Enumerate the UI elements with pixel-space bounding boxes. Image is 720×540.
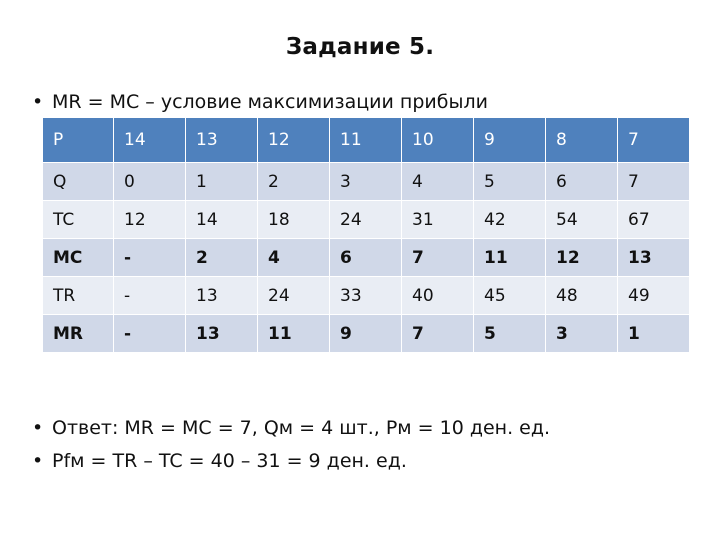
table-cell: 67 xyxy=(618,201,690,239)
table-cell: 12 xyxy=(114,201,186,239)
table-cell: 31 xyxy=(402,201,474,239)
bullet-glyph: • xyxy=(32,450,44,472)
table-cell: 2 xyxy=(258,163,330,201)
table-cell: 3 xyxy=(330,163,402,201)
table-cell: 3 xyxy=(546,315,618,353)
table-cell: 9 xyxy=(330,315,402,353)
table-cell: 11 xyxy=(258,315,330,353)
table-cell: 14 xyxy=(186,201,258,239)
table-row-mr xyxy=(43,315,690,353)
table-cell: 6 xyxy=(546,163,618,201)
bullet-rule-text: MR = MC – условие максимизации прибыли xyxy=(52,91,488,113)
table-cell: 49 xyxy=(618,277,690,315)
table-row-tr xyxy=(43,277,690,315)
slide-title: Задание 5. xyxy=(285,34,435,60)
bullet-answer-text: Ответ: MR = MC = 7, Qм = 4 шт., Pм = 10 ден. ед. xyxy=(52,417,551,439)
row-label: MR xyxy=(43,315,114,353)
table-cell: 24 xyxy=(330,201,402,239)
table-cell: 42 xyxy=(474,201,546,239)
table-row-mc xyxy=(43,239,690,277)
table-row-p xyxy=(43,118,690,163)
table-cell: 54 xyxy=(546,201,618,239)
table-cell: 12 xyxy=(546,239,618,277)
table-cell: 7 xyxy=(402,315,474,353)
table-cell: 11 xyxy=(474,239,546,277)
table-row-tc xyxy=(43,201,690,239)
row-label: Q xyxy=(43,163,114,201)
bullet-answer xyxy=(32,416,550,440)
table-cell: 6 xyxy=(330,239,402,277)
row-label: TC xyxy=(43,201,114,239)
table-cell: 0 xyxy=(114,163,186,201)
table-cell: 4 xyxy=(258,239,330,277)
table-cell: 10 xyxy=(402,118,474,163)
table-cell: - xyxy=(114,315,186,353)
table-cell: 14 xyxy=(114,118,186,163)
row-label: TR xyxy=(43,277,114,315)
table-cell: - xyxy=(114,239,186,277)
table-cell: 12 xyxy=(258,118,330,163)
table-cell: 7 xyxy=(618,163,690,201)
row-label: MC xyxy=(43,239,114,277)
table-cell: 13 xyxy=(186,118,258,163)
bullet-rule xyxy=(32,90,488,114)
row-label: P xyxy=(43,118,114,163)
table-cell: 8 xyxy=(546,118,618,163)
bullet-glyph: • xyxy=(32,417,44,439)
table-cell: - xyxy=(114,277,186,315)
table-cell: 1 xyxy=(618,315,690,353)
table-cell: 13 xyxy=(186,277,258,315)
data-table xyxy=(42,117,690,353)
table-cell: 1 xyxy=(186,163,258,201)
table-cell: 7 xyxy=(402,239,474,277)
table-cell: 7 xyxy=(618,118,690,163)
table-cell: 40 xyxy=(402,277,474,315)
table-cell: 45 xyxy=(474,277,546,315)
bullet-glyph: • xyxy=(32,91,44,113)
table-cell: 13 xyxy=(186,315,258,353)
table-cell: 11 xyxy=(330,118,402,163)
table-cell: 2 xyxy=(186,239,258,277)
table-cell: 33 xyxy=(330,277,402,315)
table-cell: 18 xyxy=(258,201,330,239)
table-cell: 48 xyxy=(546,277,618,315)
table-cell: 4 xyxy=(402,163,474,201)
table-cell: 5 xyxy=(474,315,546,353)
table-cell: 13 xyxy=(618,239,690,277)
table-row-q xyxy=(43,163,690,201)
table-cell: 9 xyxy=(474,118,546,163)
bullet-profit-text: Pfм = TR – TC = 40 – 31 = 9 ден. ед. xyxy=(52,450,407,472)
table-cell: 24 xyxy=(258,277,330,315)
bullet-profit xyxy=(32,449,407,473)
table-cell: 5 xyxy=(474,163,546,201)
